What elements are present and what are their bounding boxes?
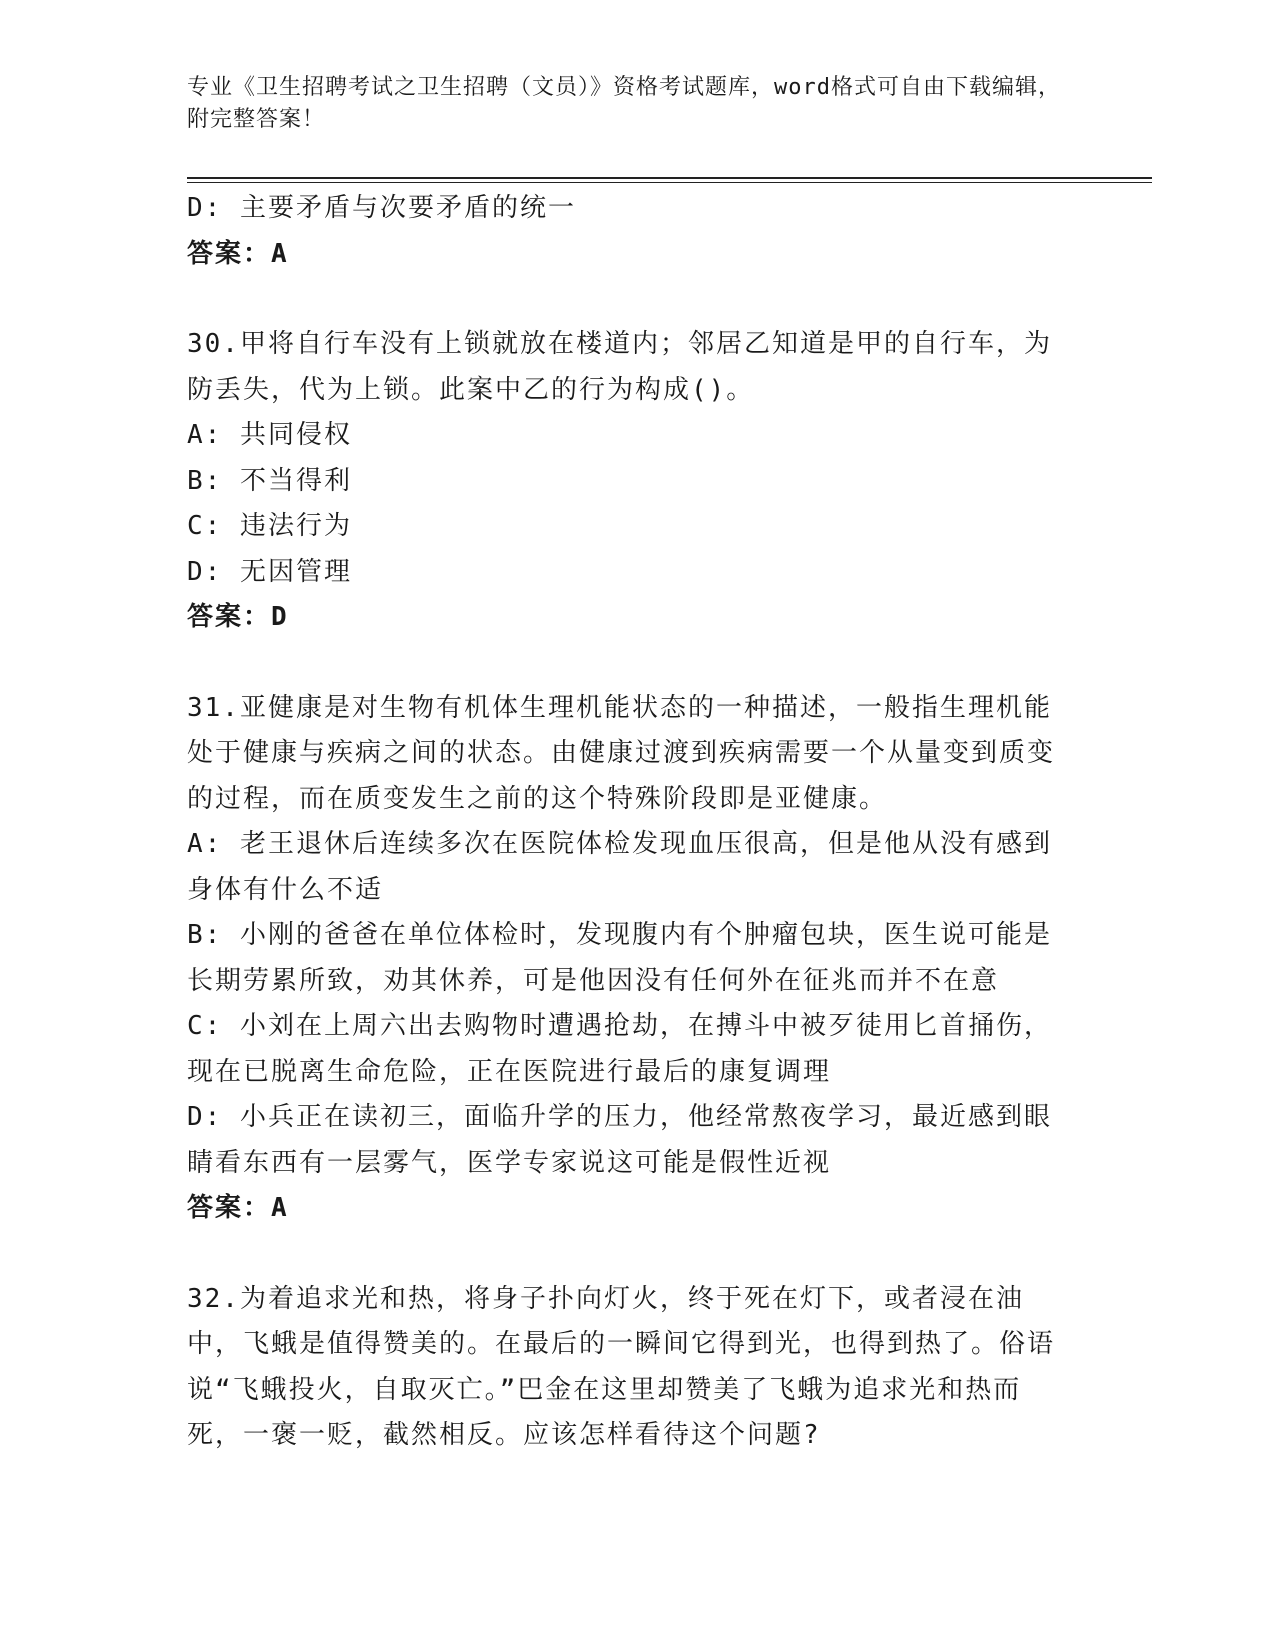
question-spacer: [187, 641, 1067, 686]
header-rule-thick: [187, 177, 1152, 179]
question-30: [187, 322, 1067, 641]
document-header: 专业《卫生招聘考试之卫生招聘（文员）》资格考试题库，word格式可自由下载编辑，附完整答案！: [187, 75, 1061, 132]
answer: 答案：D: [187, 602, 289, 632]
option-c: C: 小刘在上周六出去购物时遭遇抢劫，在搏斗中被歹徒用匕首捅伤，现在已脱离生命危险，正在医院进行最后的康复调理: [187, 1011, 1052, 1087]
prev-answer: 答案：A: [187, 238, 289, 269]
option-b: B: 不当得利: [187, 465, 352, 496]
question-content: [187, 186, 1067, 1459]
prev-option-d: D: 主要矛盾与次要矛盾的统一: [187, 193, 576, 223]
header-rule-thin: [187, 182, 1152, 183]
question-32: [187, 1277, 1067, 1459]
option-d: D: 小兵正在读初三，面临升学的压力，他经常熬夜学习，最近感到眼睛看东西有一层雾气，医学专家说这可能是假性近视: [187, 1102, 1052, 1178]
question-spacer: [187, 1232, 1067, 1277]
option-d: D: 无因管理: [187, 556, 352, 587]
question-stem: 31.亚健康是对生物有机体生理机能状态的一种描述，一般指生理机能处于健康与疾病之间的状态。由健康过渡到疾病需要一个从量变到质变的过程，而在质变发生之前的这个特殊阶段即是亚健康。: [187, 692, 1056, 814]
question-stem: 30.甲将自行车没有上锁就放在楼道内；邻居乙知道是甲的自行车，为防丢失，代为上锁。此案中乙的行为构成()。: [187, 329, 1052, 405]
option-a: A: 共同侵权: [187, 420, 352, 450]
option-c: C: 违法行为: [187, 511, 352, 541]
option-a: A: 老王退休后连续多次在医院体检发现血压很高，但是他从没有感到身体有什么不适: [187, 829, 1052, 905]
question-31: [187, 686, 1067, 1232]
question-spacer: [187, 277, 1067, 322]
option-b: B: 小刚的爸爸在单位体检时，发现腹内有个肿瘤包块，医生说可能是长期劳累所致，劝其休养，可是他因没有任何外在征兆而并不在意: [187, 920, 1052, 996]
question-stem: 32.为着追求光和热，将身子扑向灯火，终于死在灯下，或者浸在油中，飞蛾是值得赞美的。在最后的一瞬间它得到光，也得到热了。俗语说“飞蛾投火，自取灭亡。”巴金在这里却赞美了飞蛾为追求光和热而死，一褒一贬，截然相反。应该怎样看待这个问题?: [187, 1283, 1056, 1450]
answer: 答案：A: [187, 1193, 289, 1223]
